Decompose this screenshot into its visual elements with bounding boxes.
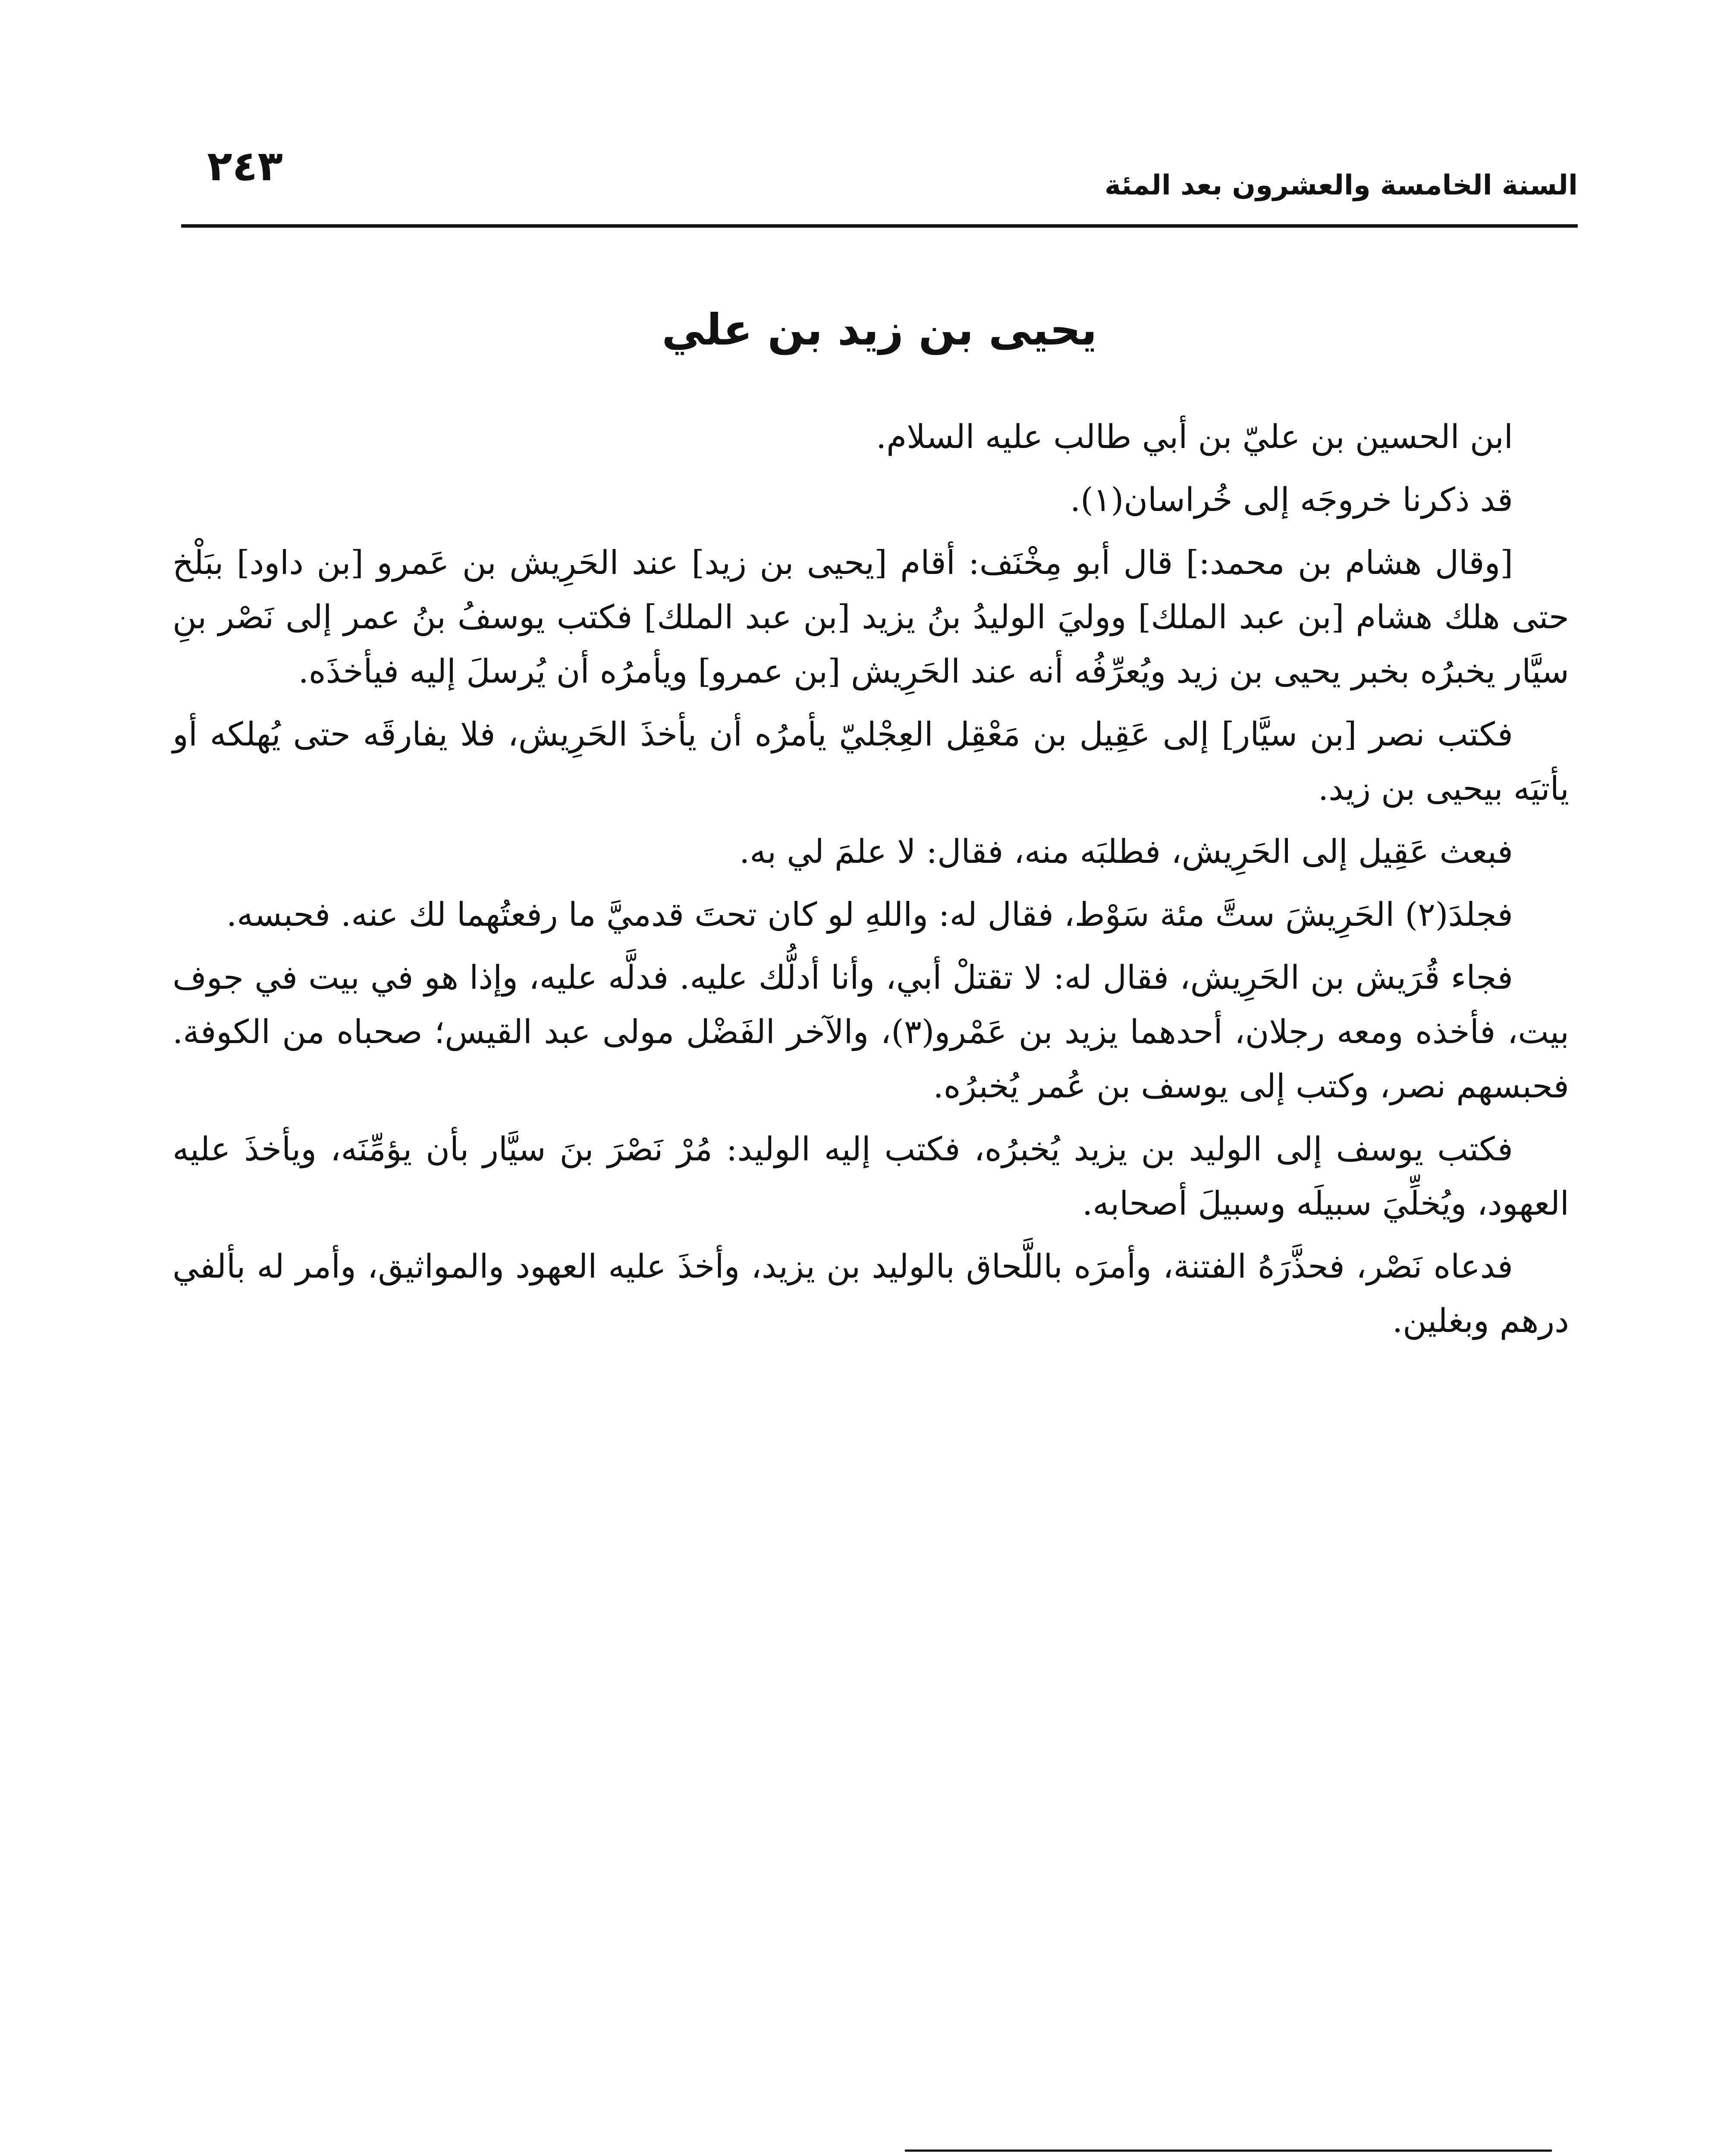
- paragraph: فكتب يوسف إلى الوليد بن يزيد يُخبرُه، فكتب إليه الوليد: مُرْ نَصْرَ بنَ سيَّار بأن يؤمِّنَه، ويأخذَ عليه العهود، ويُخلِّيَ سبيلَه وسبيلَ أصحابه.: [173, 1130, 1569, 1222]
- paragraph: قد ذكرنا خروجَه إلى خُراسان(١).: [1070, 480, 1513, 519]
- paragraph: ابن الحسين بن عليّ بن أبي طالب عليه السلام.: [876, 417, 1513, 456]
- page-header: [181, 142, 1578, 216]
- paragraph: فدعاه نَصْر، فحذَّرَهُ الفتنة، وأمرَه باللَّحاق بالوليد بن يزيد، وأخذَ عليه العهود والمواثيق، وأمر له بألفي درهم وبغلين.: [173, 1247, 1569, 1340]
- paragraph: فكتب نصر [بن سيَّار] إلى عَقِيل بن مَعْقِل العِجْليّ يأمرُه أن يأخذَ الحَرِيش، فلا يفارقَه حتى يُهلكه أو يأتيَه بيحيى بن زيد.: [173, 715, 1569, 808]
- paragraph: فجاء قُرَيش بن الحَرِيش، فقال له: لا تقتلْ أبي، وأنا أدلُّك عليه. فدلَّه عليه، وإذا هو في بيت في جوف بيت، فأخذه ومعه رجلان، أحدهما يزيد بن عَمْرو(٣)، والآخر الفَضْل مولى عبد القيس؛ صحباه من الكوفة. فحبسهم نصر، وكتب إلى يوسف بن عُمر يُخبرُه.: [173, 958, 1569, 1105]
- paragraph: [وقال هشام بن محمد:] قال أبو مِخْنَف: أقام [يحيى بن زيد] عند الحَرِيش بن عَمرو [بن داود] ببَلْخ حتى هلك هشام [بن عبد الملك] ووليَ الوليدُ بنُ يزيد [بن عبد الملك] فكتب يوسفُ بنُ عمر إلى نَصْر بنِ سيَّار يخبرُه بخبر يحيى بن زيد ويُعرِّفُه أنه عند الحَرِيش [بن عمرو] ويأمرُه أن يُرسلَ إليه فيأخذَه.: [173, 543, 1569, 690]
- paragraph: فبعث عَقِيل إلى الحَرِيش، فطلبَه منه، فقال: لا علمَ لي به.: [739, 832, 1513, 871]
- paragraph: فجلدَ(٢) الحَرِيشَ ستَّ مئة سَوْط، فقال له: واللهِ لو كان تحتَ قدميَّ ما رفعتُهما لك عنه. فحبسه.: [226, 895, 1513, 934]
- header-rule: [181, 224, 1578, 228]
- page-number: ٢٤٣: [207, 142, 283, 190]
- footnote-rule: [905, 2150, 1552, 2152]
- body-text: [173, 410, 1569, 1357]
- chapter-title: يحيى بن زيد بن علي: [662, 304, 1097, 355]
- running-title: السنة الخامسة والعشرون بعد المئة: [1105, 169, 1578, 201]
